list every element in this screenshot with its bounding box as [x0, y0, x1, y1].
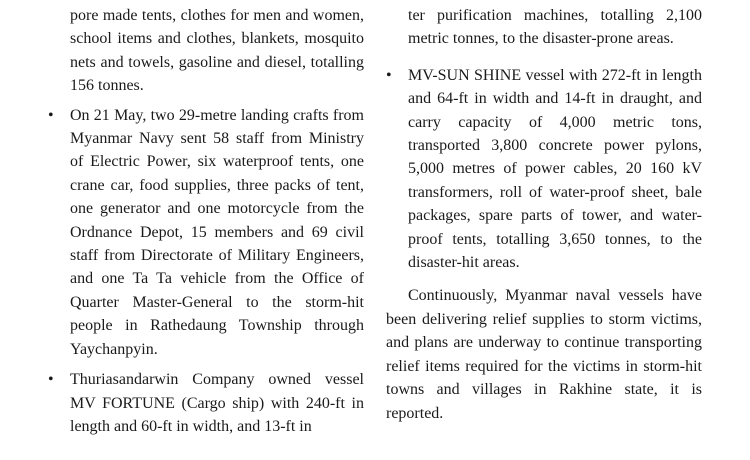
bullet-icon: • — [386, 66, 392, 84]
bullet-text: On 21 May, two 29-metre landing crafts from Myanmar Navy sent 58 staff from Ministry of Electric Power, six waterproof tents, one crane car, food supplies, three packs of tent, one generator and one motorcycle from the Ordnance Depot, 15 members and 69 civil staff from Directorate of Military Engineers, and one Ta Ta vehicle from the Office of Quarter Master-General to the storm-hit people in Rathedaung Township through Yaychanpyin. — [70, 106, 364, 358]
left-fragment-text: pore made tents, clothes for men and women, school items and clothes, blankets, mosquito nets and towels, gasoline and diesel, totalling 156 tonnes. — [70, 7, 364, 95]
body-paragraph: Continuously, Myanmar naval vessels have been delivering relief supplies to storm victims, and plans are underway to continue transporting relief items required for the victims in storm-hit towns and villages in Rakhine state, it is reported. — [386, 287, 702, 422]
bullet-icon: • — [48, 106, 54, 124]
right-fragment-text: ter purification machines, totalling 2,100 metric tonnes, to the disaster-prone areas. — [408, 7, 702, 48]
bullet-text: MV-SUN SHINE vessel with 272-ft in length and 64-ft in width and 14-ft in draught, and carry capacity of 4,000 metric tons, transported 3,800 concrete power pylons, 5,000 metres of power cables, 20 160 kV transformers, roll of water-proof sheet, bale packages, spare parts of tower, and water-proof tents, totalling 3,650 tonnes, to the disaster-hit areas. — [408, 66, 702, 272]
bullet-icon: • — [48, 371, 54, 389]
bullet-item — [48, 368, 364, 438]
left-column — [48, 4, 364, 438]
bullet-item — [386, 64, 702, 275]
bullet-text: Thuriasandarwin Company owned vessel MV FORTUNE (Cargo ship) with 240-ft in length and 60-ft in width, and 13-ft in — [70, 371, 364, 435]
right-column — [386, 4, 702, 425]
bullet-item — [48, 104, 364, 361]
